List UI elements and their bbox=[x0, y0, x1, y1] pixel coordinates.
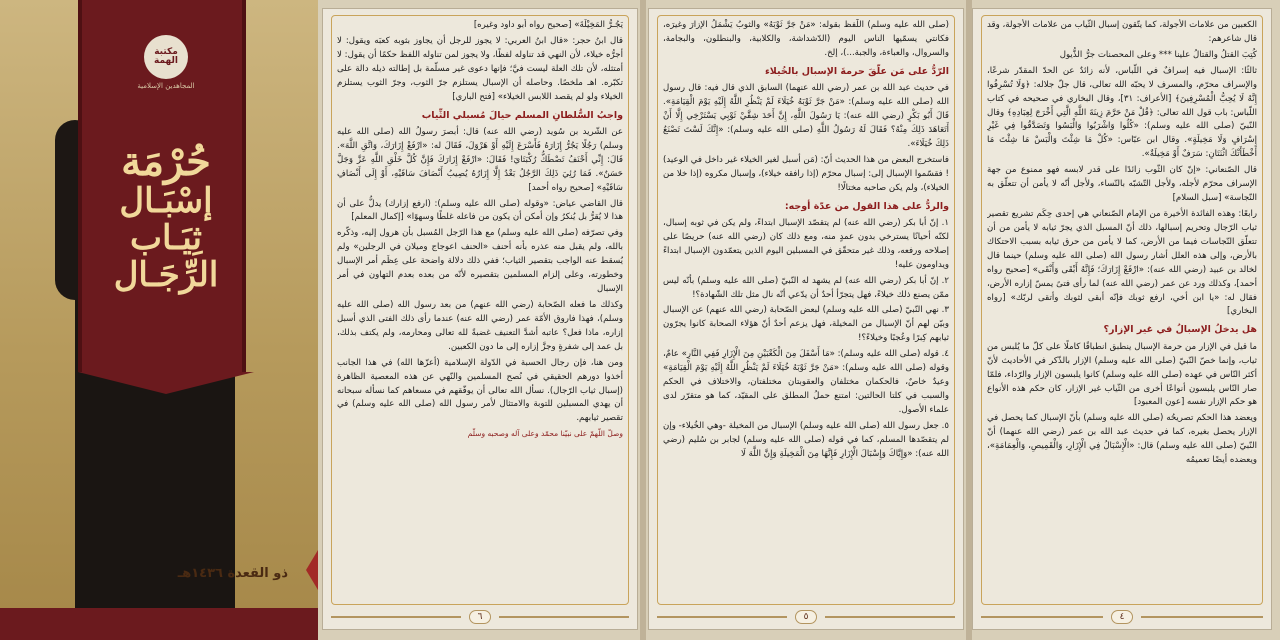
paragraph: ما قيل في الإزار من حرمة الإسبال ينطبق انطباقًا كاملًا على كلّ ما يُلبس من ثياب، وإنما خصّ النّبيّ (صلى الله عليه وسلم) الإزار بالذّكر في الأحاديث لأنّ أكثر النّاس في عهده (صلى الله عليه وسلم) كانوا يلبسون الإزار والرّداء، فلمّا صار النّاس يلبسون أنواعًا أخرى من الثّياب غير الإزار، كان حكم هذه الأنواع هو حكم الإزار نفسه [عون المعبود] bbox=[987, 341, 1257, 408]
cover-banner bbox=[78, 0, 246, 372]
page-number: ٥ bbox=[795, 610, 817, 624]
cover-title bbox=[82, 140, 250, 293]
cover-panel bbox=[0, 0, 318, 640]
section-heading: والردُّ على هذا القول من عدّة أوجه: bbox=[784, 200, 949, 212]
paragraph: وكذلك ما فعله الصّحابة (رضي الله عنهم) من بعد رسول الله (صلى الله عليه وسلم)، فهذا فاروق الأمّة عمر (رضي الله عنه) عندما رأى ذلك الفتى الذي أسبل إزاره، ماذا فعل؟ عاتبه أشدَّ التعنيف غضبةً لله تعالى ومحارمه، ولم يكتف بذلك، بل عمد إلى شفرةٍ وجزَّ إزاره إلى ما دون الكعبين. bbox=[337, 299, 623, 352]
page-number: ٤ bbox=[1111, 610, 1133, 624]
section-heading: هل يدخلُ الإسبالُ في غير الإزار؟ bbox=[1103, 324, 1257, 336]
paragraph: ٤. قوله (صلى الله عليه وسلم): «مَا أَسْفَلَ مِنَ الْكَعْبَيْنِ مِنَ الْإِزَارِ فَفِي النَّارِ» عامٌ، وقوله (صلى الله عليه وسلم): «مَنْ جَرَّ ثَوْبَهُ خُيَلَاءَ لَمْ يَنْظُرِ اللَّهُ إِلَيْهِ يَوْمَ الْقِيَامَةِ» وعيدٌ خاصٌ، فالحكمان مختلفان والعقوبتان مختلفتان، والاختلاف في الحكم والسبب في كلتا الحالتين: امتنع حملُ المطلق على المقيّد، كما هو متقرّر لدى علماء الأصول. bbox=[663, 349, 949, 415]
footer-rule bbox=[981, 616, 1103, 618]
paragraph: ويعضد هذا الحكم تصريحُه (صلى الله عليه وسلم) بأنّ الإسبال كما يحصل في الإزار يحصل بغيره، كما في حديث عبد الله بن عمر (رضي الله عنهما) أنّ النّبيّ (صلى الله عليه وسلم) قال: «الْإِسْبَالُ فِي الْإِزَارِ، وَالْقَمِيصِ، وَالْعِمَامَةِ»، ويعضده أيضًا تعميمُه bbox=[987, 413, 1257, 466]
page-footer bbox=[973, 609, 1271, 625]
footer-rule bbox=[825, 616, 955, 618]
paragraph: قال ابنُ حجر: «قال ابنُ العربي: لا يجوز للرجل أن يجاوز بثوبه كعبَه ويقول: لا أجرُّه خيلاء، لأن النهي قد تناوله لفظًا، ولا يجوز لمن تناوله اللفظ حكمًا أن يقول: لا أمتثله، لأن تلك العلة ليست فيَّ؛ فإنها دعوى غير مسلّمة بل إطالته ذيله دالة على تكبّره. اهـ ملخصًا. وحاصله أن الإسبال يستلزم جرّ الثوب، وجرّ الثوب يستلزم الخيلاء ولو لم يقصد اللابس الخيلاء» [فتح الباري] bbox=[337, 35, 623, 102]
page-body-text bbox=[337, 19, 623, 599]
cover-title-line-1: حُرْمَة bbox=[121, 138, 211, 185]
paragraph: الكعبين من علامات الأجولة، كما يتّقون إسبال الثّياب من علامات الأجولة، وقد قال شاعرهم: bbox=[987, 20, 1257, 44]
paragraph: كُتِبَ القتلُ والقتالُ علينا *** وعلى المحصنات جرُّ الذُّيول bbox=[1059, 49, 1257, 60]
cover-title-line-4: الرِّجَـال bbox=[113, 254, 219, 295]
page-footer bbox=[323, 609, 637, 625]
paragraph: وفي تصرّفه (صلى الله عليه وسلم) مع هذا الرّجل المُسبل بأن هرول إليه، وذكّره بالله، ولم يقبل منه عذره بأنه أحنف «الحنف اعوجاج وميلان في الرجلين» ولم يُسقط عنه الواجب بتقصير الثياب؛ ففي ذلك دلالة واضحة على عِظَم أمر الإسبال وخطورته، وعلى إلزام المسلمين بتقصيره لأنّه من بعده بعدم التهاون في أمر الإسبال bbox=[337, 228, 623, 295]
footer-rule bbox=[657, 616, 787, 618]
cover-bottom-band bbox=[0, 608, 318, 640]
paragraph: ١. إنّ أبا بكر (رضي الله عنه) لم يتقصّد الإسبال ابتداءً، ولم يكن في ثوبه إسبال، لكنّه أحيانًا يسترخي بدون عمدٍ منه، ومع ذلك كان (رضي الله عنه) حريصًا على إصلاحه ورفعه، وذلك غير متحقّق في المسبلين اليوم الذين يتعمّدون الإسبال ابتداءً ويداومون عليه! bbox=[663, 217, 949, 270]
footer-rule bbox=[1141, 616, 1263, 618]
paragraph: ومن هنا، فإن رجال الحسبة في الدّولة الإسلامية (أعزّها الله) في هذا الجانب أخذوا دورهم الحقيقي في نُصح المسلمين والنّهي عن هذه المعصية الظاهرة (إسبال ثياب الرّجال). نسأل الله تعالى أن يوفّقهم في مسعاهم كما نسأله سبحانه أن يهدي المسبلين للتوبة والامتثال لأمر رسول الله (صلى الله عليه وسلم) في تقصير ثيابهم. bbox=[337, 357, 623, 424]
paragraph: فاستخرج البعض من هذا الحديث أنّ: (مَن أسبل لغير الخيلاء غير داخل في الوعيد) ! فقسّموا الإسبال إلى: إسبال محرّم (إذا رافقه خيلاء)، وإسبال مكروه (إذا خلا من الخيلاء)، ولم يكن صاحبه مختالًا! bbox=[663, 154, 949, 193]
page-body-text bbox=[663, 19, 949, 599]
paragraph: قال الصّنعاني: «إنّ كان الثّوب زائدًا على قدر لابسه فهو ممنوع من جهة الإسراف محرّم لأجله، ولأجل التّشبّه بالنّساء، ولأجل أنّه لا يأمن أن تتعلّق به النّجاسة» [سبل السلام] bbox=[987, 165, 1257, 204]
cover-title-line-3: ثِيَـاب bbox=[129, 217, 203, 258]
paragraph: في حديث عبد الله بن عمر (رضي الله عنهما) السابق الذي قال فيه: قال رسول الله (صلى الله عليه وسلم): «مَنْ جَرَّ ثَوْبَهُ خُيَلَاءَ لَمْ يَنْظُرِ اللَّهُ إِلَيْهِ يَوْمَ الْقِيَامَةِ». قَالَ أَبُو بَكْرٍ (رضي الله عنه): يَا رَسُولَ اللَّهِ، إِنَّ أَحَدَ شِقَّيْ ثَوْبِي يَسْتَرْخِي إِلَّا أَنْ أَتَعَاهَدَ ذَلِكَ مِنْهُ؟ فَقَالَ لَهُ رَسُولُ اللَّهِ (صلى الله عليه وسلم): «إِنَّكَ لَسْتَ تَصْنَعُ ذَلِكَ خُيَلَاءَ». bbox=[663, 83, 949, 149]
issue-date: ذو القعدة ١٤٣٦هـ bbox=[177, 566, 288, 581]
paragraph: ٣. نهي النّبيّ (صلى الله عليه وسلم) لبعض الصّحابة (رضي الله عنهم) عن الإسبال وبيّن لهم أنّ الإسبال من المخيلة، فهل يزعم أحدٌ أنّ هؤلاء الصحابة كانوا يجرّون ثيابهم كِبرًا وعُجبًا وخيلاءً؟! bbox=[663, 305, 949, 344]
page-body-text bbox=[987, 19, 1257, 599]
publisher-logo-subtitle: المجاهدين الإسلامية bbox=[137, 82, 195, 90]
closing-note: وصلّ اللّهمّ على نبيّنا محمّد وعلى آله وصحبه وسلّم bbox=[467, 429, 623, 439]
page-6 bbox=[322, 8, 638, 630]
publisher-logo: مكتبة الهمة bbox=[144, 35, 188, 79]
cover-title-line-2: إسْبَـال bbox=[119, 181, 213, 222]
paragraph: ثالثًا: الإسبال فيه إسرافٌ في اللّباس، لأنه زائدٌ عن الحدّ المقدّر شرعًا، والإسراف محرّم، والمسرف لا يحبّه الله تعالى، قال جلّ جلاله: ﴿وَلَا تُسْرِفُوا إِنَّهُ لَا يُحِبُّ الْمُسْرِفِينَ﴾ [الأعراف: ٣١]، وقال البخاري في صحيحه في كتاب اللّباس: باب قول الله تعالى: ﴿قُلْ مَنْ حَرَّمَ زِينَةَ اللَّهِ الَّتِي أَخْرَجَ لِعِبَادِهِ﴾ وقال النّبيّ (صلى الله عليه وسلم): «كُلُوا وَاشْرَبُوا وَالْبَسُوا وَتَصَدَّقُوا فِي غَيْرِ إِسْرَافٍ وَلَا مَخِيلَةٍ». وقال ابن عبّاس: «كُلْ مَا شِئْتَ وَالْبَسْ مَا شِئْتَ مَا أَخْطَأَتْكَ اثْنَتَانِ: سَرَفٌ أَوْ مَخِيلَةٌ». bbox=[987, 65, 1257, 160]
page-gutter bbox=[640, 0, 646, 640]
paragraph: ٥. جعل رسول الله (صلى الله عليه وسلم) الإسبال من المخيلة -وهي الخُيلاء- وإن لم يتقصّدها المسلم، كما في قوله (صلى الله عليه وسلم) لجابر بن سُليم (رضي الله عنه): «وَإِيَّاكَ وَإِسْبَالَ الْإِزَارِ فَإِنَّهَا مِنَ الْمَخِيلَةِ وَإِنَّ اللَّهَ لَا bbox=[663, 420, 949, 459]
section-heading: الرّدُّ على مَن علّقَ حرمةَ الإسبال بالخُيلاء bbox=[764, 65, 949, 77]
footer-rule bbox=[331, 616, 461, 618]
paragraph: قال القاضي عياض: «وقوله (صلى الله عليه وسلم): (ارفع إزارك) يدلُّ على أن هذا لا يُقرُّ بل يُنكرُ وإن أمكن أن يكون من فاعله غلطًا وسهوًا» [إكمال المعلم] bbox=[337, 198, 623, 223]
page-footer bbox=[649, 609, 963, 625]
page-5 bbox=[648, 8, 964, 630]
paragraph: رابعًا: وهذه الفائدة الأخيرة من الإمام الصّنعاني هي إحدى حِكَم تشريع تقصير ثياب الرّجال وتحريم إسبالها، ذلك أنّ المسبل الذي يجرّ ثيابه لا يأمن من أن تتعلّق النّجاسات فيما من الأرض، كما لا يأمن من حرق ثيابه بسبب الاحتكاك بالأرض، وإلى هذه العلل أشار رسول الله (صلى الله عليه وسلم) حينما قال لخالد بن عبيد (رضي الله عنه): «ارْفَعْ إِزَارَكَ؛ فَإِنَّهُ أَبْقَى وَأَنْقَى» [صحيح رواه أحمد]، وكذلك ورد عن عمر (رضي الله عنه) لما رأى فتىً يمسّ إزاره الأرض، فقال له: «يا ابن أخي، ارفع ثوبك فإنّه أبقى لثوبك وأتقى لربّك» [رواه البخاري] bbox=[987, 208, 1257, 317]
page-4 bbox=[972, 8, 1272, 630]
paragraph: يَجُـرُّ المَخِيْلَةَ» [صحيح رواه أبو داود وغيره] bbox=[473, 20, 623, 30]
paragraph: ٢. إنّ أبا بكر (رضي الله عنه) لم يشهد له النّبيّ (صلى الله عليه وسلم) بأنّه ليس ممّن يصنع ذلك خيلاءً، فهل يتجرّأ أحدٌ أن يدّعي أنّه نال مثل تلك الشّهادة؟! bbox=[663, 275, 949, 300]
section-heading: واجبُ السُّلطانِ المسلم حيالَ مُسبلي الثِّياب bbox=[421, 109, 623, 121]
page-number: ٦ bbox=[469, 610, 491, 624]
paragraph: عن الشّريد بن سُويد (رضي الله عنه) قال: أبصرَ رسولُ الله (صلى الله عليه وسلم) رَجُلًا يَجُرُّ إِزَارَهُ فَأَسْرَعَ إِلَيْهِ أَوْ هَرْوَلَ، فَقَالَ له: «ارْفَعْ إِزَارَكَ، وَاتَّقِ اللَّهَ». قَالَ: إِنِّي أَحْنَفُ تَصْطَكُّ رُكْبَتَايَ! فَقَالَ: «ارْفَعْ إِزَارَكَ فَإِنَّ كُلَّ خَلْقِ اللَّهِ عَزَّ وَجَلَّ حَسَنٌ». فَمَا رُئِيَ ذَلِكَ الرَّجُلُ بَعْدُ إِلَّا إِزَارُهُ يُصِيبُ أَنْصَافَ سَاقَيْهِ، أَوْ إِلَى أَنْصَافِ سَاقَيْهِ» [صحيح رواه أحمد] bbox=[337, 126, 623, 193]
paragraph: (صلى الله عليه وسلم) اللّفظ بقوله: «مَنْ جَرَّ ثَوْبَهُ» والثوبُ يَشْمَلُ الإزارَ وغيرَه، فكانتي يسمّيها الناس اليوم (الدّشداشة، والكلابية، والبنطلون، والبجامة، والسروال، والعباءة، والجبة...)، إلخ. bbox=[663, 20, 949, 58]
footer-rule bbox=[499, 616, 629, 618]
